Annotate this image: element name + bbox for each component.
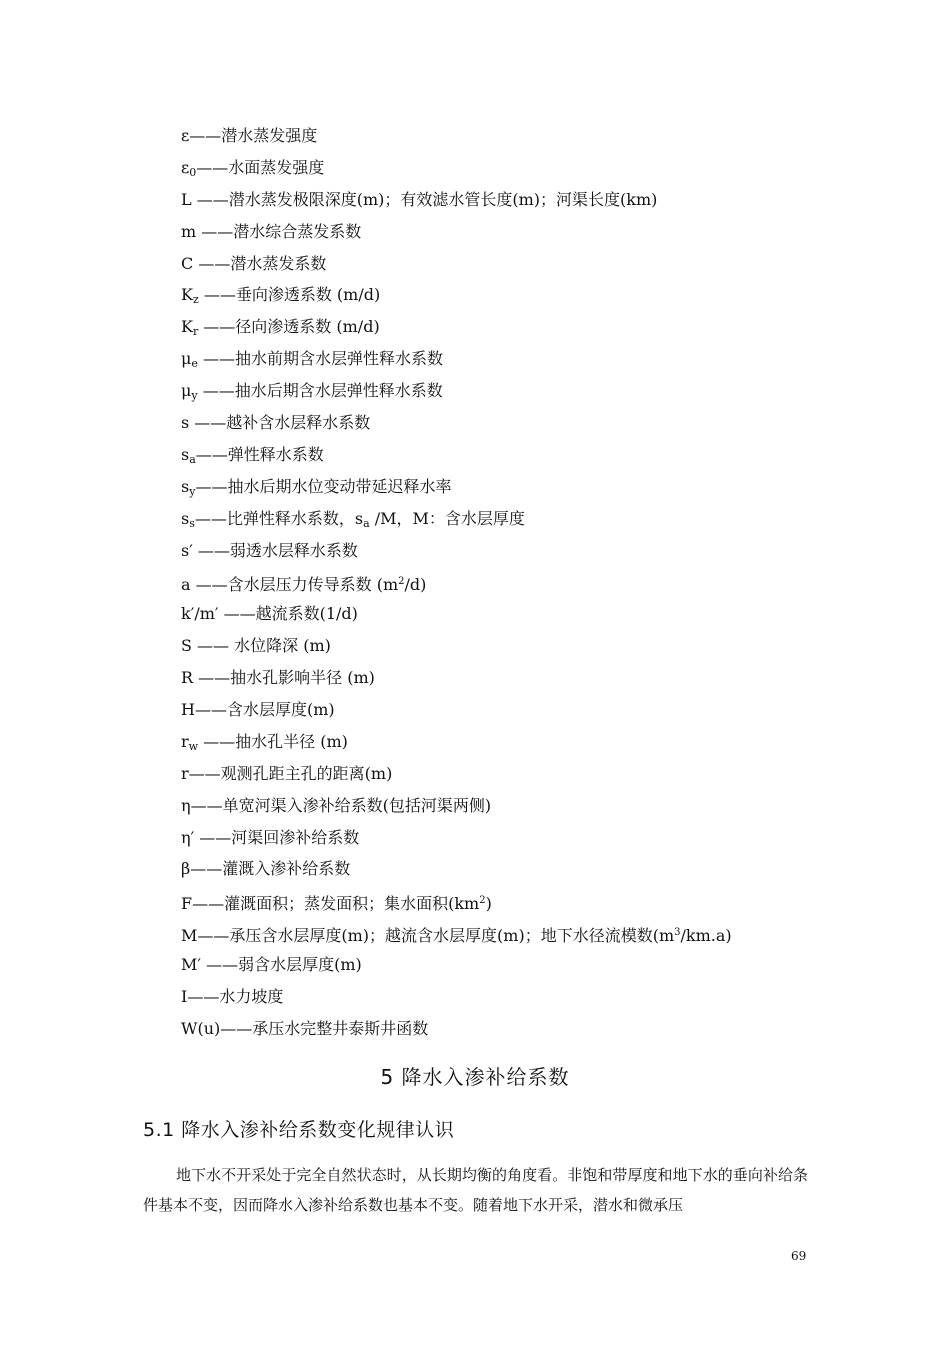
symbol-term: r [181, 731, 189, 751]
symbol-term: r [181, 763, 189, 783]
symbol-line [181, 279, 821, 311]
symbol-description: ——垂向渗透系数 (m/d) [198, 285, 381, 305]
symbol-description: ——单宽河渠入渗补给系数(包括河渠两侧) [190, 795, 492, 815]
symbol-line [181, 471, 821, 503]
symbol-line [181, 630, 821, 662]
symbol-subscript: s [189, 516, 195, 530]
symbol-description: ——弱透水层释水系数 [192, 540, 358, 560]
symbol-term: η′ [181, 827, 195, 847]
symbol-description: ——承压水完整井泰斯井函数 [220, 1018, 429, 1038]
symbol-list [181, 120, 821, 1045]
symbol-line [181, 120, 821, 152]
symbol-term: M′ [181, 955, 202, 975]
symbol-term: C [181, 253, 199, 273]
symbol-term: s [181, 413, 195, 433]
symbol-line [181, 726, 821, 758]
description-superscript: 2 [479, 895, 486, 907]
symbol-term: s [181, 508, 190, 528]
symbol-description: ——抽水前期含水层弹性释水系数 [197, 349, 444, 369]
symbol-line [181, 981, 821, 1013]
symbol-subscript: w [188, 739, 199, 753]
symbol-description: ——抽水后期含水层弹性释水系数 [197, 381, 443, 401]
symbol-subscript: 0 [189, 165, 197, 179]
symbol-description: ——潜水蒸发强度 [189, 126, 318, 145]
symbol-description: ——弹性释水系数 [195, 444, 324, 464]
symbol-line [181, 566, 821, 598]
symbol-term: s [181, 476, 190, 496]
symbol-line [181, 662, 821, 694]
symbol-line [181, 439, 821, 471]
symbol-description: ——灌溉入渗补给系数 [190, 859, 351, 879]
symbol-term: a [181, 575, 196, 595]
symbol-term: H [181, 700, 195, 720]
symbol-subscript: y [189, 484, 196, 498]
symbol-term: s′ [181, 540, 193, 560]
body-paragraph: 地下水不开采处于完全自然状态时，从长期均衡的角度看。非饱和带厚度和地下水的垂向补给条件基本不变，因而降水入渗补给系数也基本不变。随着地下水开采，潜水和微承压 [143, 1166, 808, 1214]
symbol-term: S [181, 636, 198, 656]
symbol-description: ——含水层压力传导系数 (m [195, 575, 399, 595]
description-superscript: 3 [674, 927, 681, 939]
symbol-term: W(u) [181, 1018, 221, 1038]
symbol-description: ——抽水孔影响半径 (m) [198, 668, 375, 688]
symbol-line [181, 343, 821, 375]
symbol-description: ——越补含水层释水系数 [194, 413, 371, 433]
symbol-description: ——比弹性释水系数，s [194, 508, 364, 528]
description-tail: /M，M：含水层厚度 [369, 508, 525, 528]
symbol-subscript: z [192, 293, 199, 307]
symbol-term: ε [181, 126, 190, 145]
symbol-term: I [181, 987, 188, 1007]
symbol-line [181, 184, 821, 216]
symbol-subscript: r [192, 325, 199, 339]
symbol-line [181, 853, 821, 885]
symbol-term: β [181, 859, 191, 879]
symbol-term: η [181, 795, 191, 815]
symbol-line [181, 758, 821, 790]
symbol-description: ——河渠回渗补给系数 [194, 827, 360, 847]
symbol-description: ——水面蒸发强度 [196, 157, 325, 177]
symbol-line [181, 885, 821, 917]
symbol-description: ——承压含水层厚度(m)；越流含水层厚度(m)；地下水径流模数(m [197, 926, 675, 946]
symbol-description: ——径向渗透系数 (m/d) [198, 317, 380, 337]
symbol-term: m [181, 221, 202, 241]
symbol-term: L [181, 189, 197, 209]
symbol-line [181, 152, 821, 184]
description-tail: /d) [404, 575, 427, 595]
description-subscript: a [363, 516, 370, 530]
symbol-description: ——潜水蒸发系数 [198, 253, 327, 273]
symbol-line [181, 790, 821, 822]
page-number: 69 [791, 1249, 807, 1263]
symbol-description: ——潜水综合蒸发系数 [201, 221, 362, 241]
symbol-description: ——弱含水层厚度(m) [201, 955, 362, 975]
description-tail: /km.a) [680, 926, 732, 946]
symbol-subscript: y [191, 389, 198, 403]
symbol-term: μ [181, 349, 192, 369]
symbol-description: ——越流系数(1/d) [218, 604, 358, 624]
symbol-line [181, 375, 821, 407]
symbol-line [181, 694, 821, 726]
symbol-term: K [181, 285, 193, 305]
symbol-line [181, 822, 821, 854]
description-superscript: 2 [398, 576, 405, 588]
symbol-description: ——灌溉面积；蒸发面积；集水面积(km [192, 894, 480, 914]
symbol-description: —— 水位降深 (m) [197, 636, 331, 656]
symbol-term: F [181, 894, 193, 914]
symbol-description: ——抽水后期水位变动带延迟释水率 [195, 476, 452, 496]
symbol-line [181, 503, 821, 535]
symbol-line [181, 917, 821, 949]
symbol-term: ε [181, 157, 190, 177]
symbol-description: ——潜水蒸发极限深度(m)；有效滤水管长度(m)；河渠长度(km) [196, 189, 658, 209]
symbol-line [181, 248, 821, 280]
section-title: 5.1 降水入渗补给系数变化规律认识 [143, 1119, 455, 1141]
symbol-subscript: e [191, 357, 198, 371]
symbol-line [181, 535, 821, 567]
symbol-term: s [181, 444, 190, 464]
chapter-title: 5 降水入渗补给系数 [380, 1065, 570, 1089]
symbol-description: ——抽水孔半径 (m) [198, 731, 348, 751]
symbol-line [181, 949, 821, 981]
symbol-term: μ [181, 381, 192, 401]
symbol-description: ——含水层厚度(m) [194, 700, 335, 720]
symbol-description: ——观测孔距主孔的距离(m) [188, 763, 393, 783]
symbol-term: M [181, 926, 198, 946]
symbol-line [181, 407, 821, 439]
symbol-line [181, 1013, 821, 1045]
symbol-term: K [181, 317, 193, 337]
symbol-term: R [181, 668, 199, 688]
symbol-line [181, 598, 821, 630]
symbol-description: ——水力坡度 [187, 987, 284, 1007]
description-tail: ) [485, 894, 492, 914]
symbol-term: k′/m′ [181, 604, 219, 624]
symbol-line [181, 311, 821, 343]
symbol-line [181, 216, 821, 248]
symbol-subscript: a [189, 452, 196, 466]
